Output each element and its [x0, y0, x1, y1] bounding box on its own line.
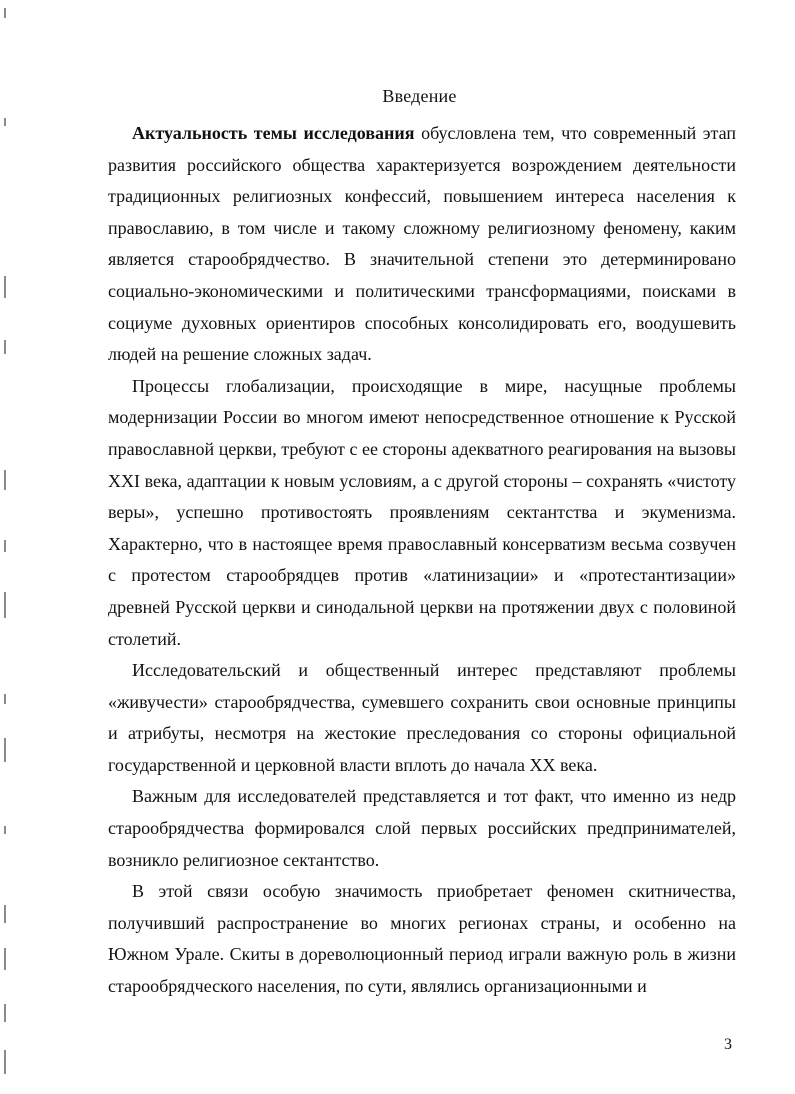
paragraph-globalization: Процессы глобализации, происходящие в мире, насущные проблемы модернизации России во многом имеют непосредственное отношение к Русской православной церкви, требуют с ее стороны адекватного реагирования на вызовы XXI века, адаптации к новым условиям, а с другой стороны – сохранять «чистоту веры», успешно противостоять проявлениям сектантства и экуменизма. Характерно, что в настоящее время православный консерватизм весьма созвучен с протестом старообрядцев против «латинизации» и «протестантизации» древней Русской церкви и синодальной церкви на протяжении двух с половиной столетий. [108, 375, 736, 649]
page-number: 3 [724, 1036, 732, 1053]
paragraph-sketes: В этой связи особую значимость приобретает феномен скитничества, получивший распространение во многих регионах страны, и особенно на Южном Урале. Скиты в дореволюционный период играли важную роль в жизни старообрядческого населения, по сути, являлись организационными и [108, 881, 736, 997]
section-title: Введение [382, 86, 457, 106]
relevance-heading: Актуальность темы исследования [132, 123, 415, 143]
paragraph-relevance-text: обусловлена тем, что современный этап развития российского общества характеризуется возрождением деятельности традиционных религиозных конфессий, повышением интереса населения к православию, в том числе и такому сложному религиозному феномену, каким является старообрядчество. В значительной степени это детерминировано социально-экономическими и политическими трансформациями, поисками в социуме духовных ориентиров способных консолидировать его, воодушевить людей на решение сложных задач. [108, 123, 737, 365]
scan-margin-marks [0, 0, 14, 1094]
paragraph-relevance [108, 118, 736, 371]
body-text [108, 118, 736, 1003]
paragraph-entrepreneurs: Важным для исследователей представляется и тот факт, что именно из недр старообрядчества формировался слой первых российских предпринимателей, возникло религиозное сектантство. [108, 786, 736, 870]
paragraph-research-interest: Исследовательский и общественный интерес представляют проблемы «живучести» старообрядчества, сумевшего сохранить свои основные принципы и атрибуты, несмотря на жестокие преследования со стороны официальной государственной и церковной власти вплоть до начала XX века. [108, 660, 736, 775]
